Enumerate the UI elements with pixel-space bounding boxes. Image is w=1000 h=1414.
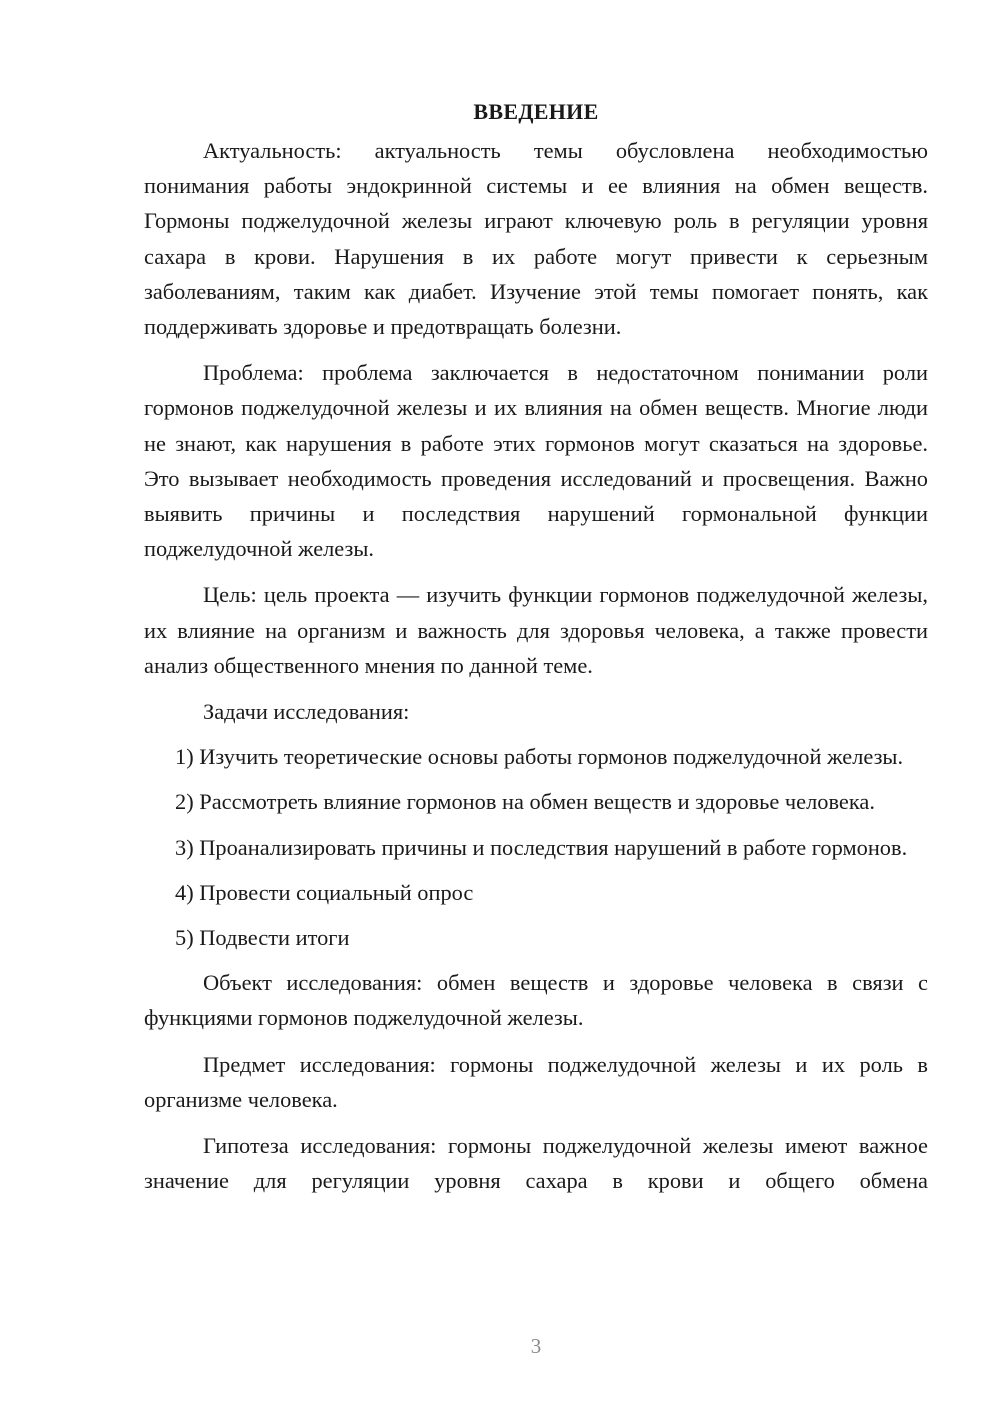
paragraph-goal: Цель: цель проекта — изучить функции гормонов поджелудочной железы, их влияние на организм и важность для здоровья человека, а также провести анализ общественного мнения по данной теме. <box>144 582 928 678</box>
page-number: 3 <box>530 1334 542 1358</box>
task-item-5: 5) Подвести итоги <box>175 925 350 951</box>
paragraph-object: Объект исследования: обмен веществ и здоровье человека в связи с функциями гормонов поджелудочной железы. <box>144 970 928 1031</box>
page-content <box>144 94 928 1198</box>
paragraph-relevance: Актуальность: актуальность темы обусловлена необходимостью понимания работы эндокринной системы и ее влияния на обмен веществ. Гормоны поджелудочной железы играют ключевую роль в регуляции уровня сахара в крови. Нарушения в их работе могут привести к серьезным заболеваниям, таким как диабет. Изучение этой темы помогает понять, как поддерживать здоровье и предотвращать болезни. <box>144 138 928 340</box>
tasks-title: Задачи исследования: <box>203 699 410 725</box>
task-item-3: 3) Проанализировать причины и последствия нарушений в работе гормонов. <box>175 834 908 860</box>
section-heading: ВВЕДЕНИЕ <box>473 99 599 124</box>
paragraph-subject: Предмет исследования: гормоны поджелудочной железы и их роль в организме человека. <box>144 1051 928 1112</box>
paragraph-problem: Проблема: проблема заключается в недостаточном понимании роли гормонов поджелудочной железы и их влияния на обмен веществ. Многие люди не знают, как нарушения в работе этих гормонов могут сказаться на здоровье. Это вызывает необходимость проведения исследований и просвещения. Важно выявить причины и последствия нарушений гормональной функции поджелудочной железы. <box>144 360 928 562</box>
task-item-2: 2) Рассмотреть влияние гормонов на обмен веществ и здоровье человека. <box>175 789 875 815</box>
paragraph-hypothesis: Гипотеза исследования: гормоны поджелудочной железы имеют важное значение для регуляции уровня сахара в крови и общего обмена <box>144 1133 928 1194</box>
task-item-4: 4) Провести социальный опрос <box>175 879 474 905</box>
task-item-1: 1) Изучить теоретические основы работы гормонов поджелудочной железы. <box>175 744 904 770</box>
